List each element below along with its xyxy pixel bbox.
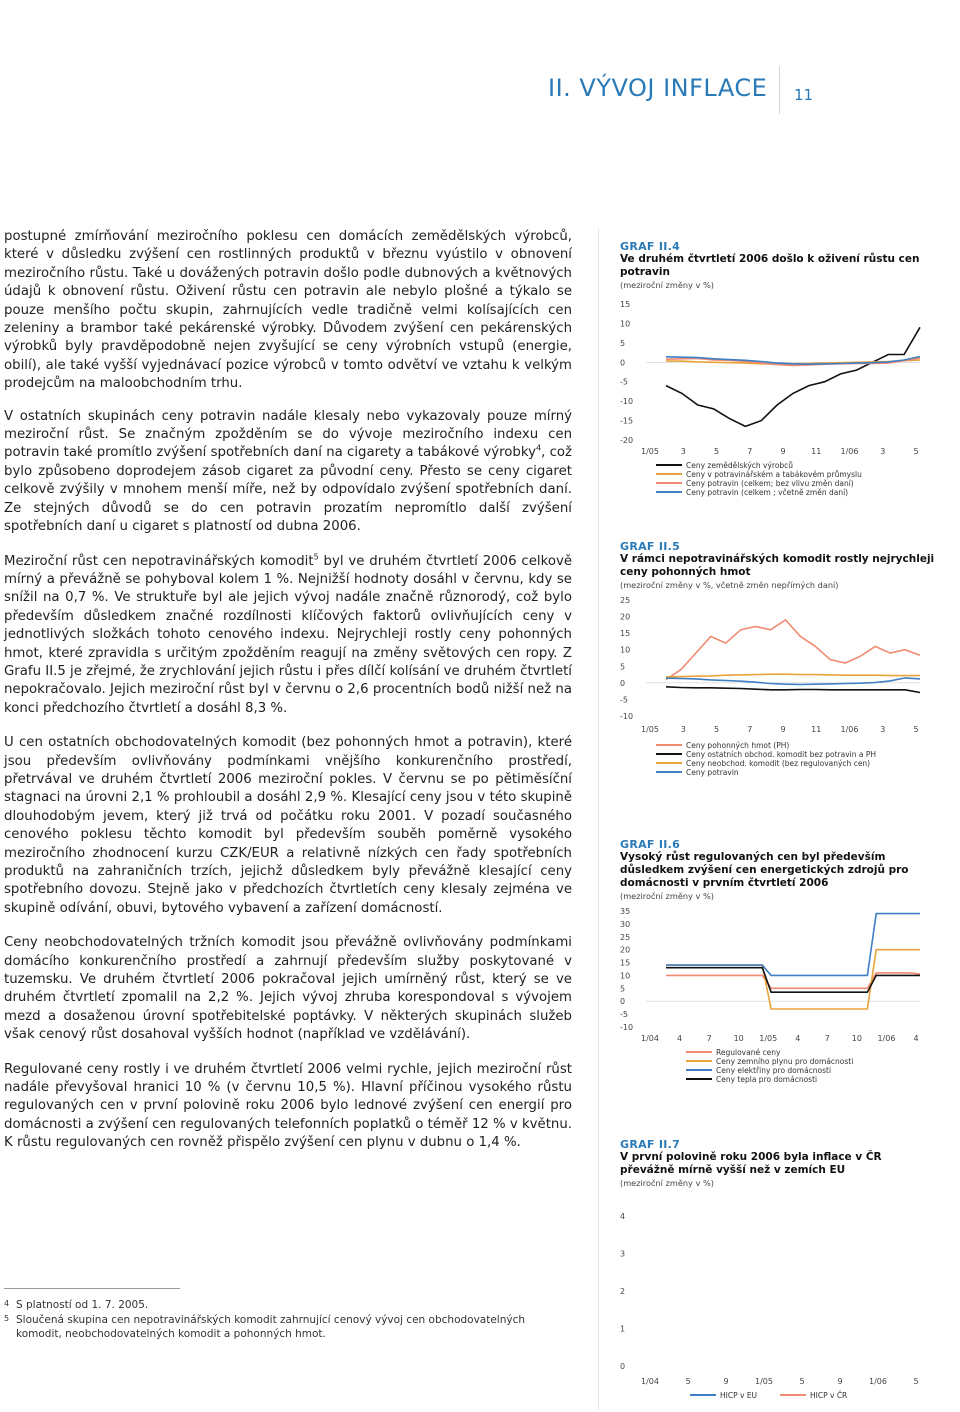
y-tick-label: 25 <box>620 932 631 942</box>
x-tick-label: 9 <box>780 447 786 456</box>
x-tick-label: 5 <box>685 1377 691 1386</box>
graph-title: Ve druhém čtvrtletí 2006 došlo k oživení růstu cen potravin <box>620 253 920 278</box>
legend-label: Ceny tepla pro domácnosti <box>716 1075 818 1084</box>
graph-subtitle: (meziroční změny v %, včetně změn nepřímých daní) <box>620 580 839 590</box>
series-line <box>666 678 920 685</box>
chart-hicp <box>620 1188 938 1408</box>
x-tick-label: 7 <box>824 1034 830 1043</box>
graph-title: V první polovině roku 2006 byla inflace v ČR převážně mírně vyšší než v zemích EU <box>620 1151 882 1176</box>
x-tick-label: 5 <box>913 725 919 734</box>
paragraph: postupné zmírňování meziročního poklesu cen domácích zemědělských výrobců, které v důsledku zvýšení cen rostlinných produktů v březnu vyústilo v obnovení meziročního růstu. Také u dovážených potravin došlo podle dubnových a květnových údajů k obnovení růstu. Oživení růstu cen potravin ale nebylo plošné a týkalo se pouze menšího počtu skupin, zahrnujících vedle tradičně velmi kolísajících cen zeleniny a brambor také pekárenské výrobky. Důvodem zvýšení cen pekárenských výrobků byly pravděpodobně nejen zvyšující se ceny výrobních vstupů (energie, obilí), ale také vyšší vyjednávací pozice výrobců v tomto odvětví ve vztahu k velkým prodejcům na maloobchodním trhu. <box>4 229 572 392</box>
x-tick-label: 3 <box>680 725 686 734</box>
graph-label: GRAF II.7 <box>620 1138 681 1151</box>
x-tick-label: 1/05 <box>759 1034 778 1043</box>
graph-ii-5 <box>620 540 938 814</box>
x-tick-label: 5 <box>713 447 720 456</box>
series-line <box>666 620 920 680</box>
legend-label: HICP v EU <box>720 1391 758 1400</box>
paragraph: U cen ostatních obchodovatelných komodit (bez pohonných hmot a potravin), které jsou především ovlivňovány podmínkami vnějšího konkurenčního prostředí, přetrvával ve druhém čtvrtletí 2006 meziroční pokles. V červnu se po pětiměsíční stagnaci na úrovni 2,1 % prohloubil a dosáhl 2,9 %. Klesající ceny jsou v této skupině dlouhodobým jevem, který již trvá od počátku roku 2001. V pozadí současného cenového poklesu těchto komodit byl především souběh poměrně vysokého meziročního zhodnocení kurzu CZK/EUR a relativně nízkých cen řady spotřebních produktů na zahraničních trzích, jejichž důsledkem byly převážně klesající ceny spotřebního dovozu. Stejně jako v předchozích čtvrtletích ceny klesaly zejména ve skupině odívání, obuvi, bytového vybavení a zařízení domácností. <box>4 735 572 916</box>
y-tick-label: 3 <box>620 1249 626 1259</box>
paragraph: Meziroční růst cen nepotravinářských komodit$^5$ byl ve druhém čtvrtletí 2006 celkově mírný a převážně se pohyboval kolem 1 %. Nejnižší hodnoty dosáhl v červnu, kdy se snížil na 0,7 %. Ve struktuře byl ale jejich vývoj nadále značně různorodý, což bylo především důsledkem značné rozdílnosti klíčových faktorů ovlivňujících ceny v jednotlivých složkách tohoto cenového indexu. Nejrychleji rostly ceny pohonných hmot, které zpravidla s určitým zpožděním reagují na změny světových cen ropy. Z Grafu II.5 je zřejmé, že zrychlování jejich růstu i přes dílčí kolísání ve druhém čtvrtletí nepokračovalo. Jejich meziroční růst byl v červnu o 2,6 procentních bodů nižší než na konci předchozího čtvrtletí a dosáhl 8,3 %. <box>4 552 573 716</box>
legend-label: Ceny v potravinářském a tabákovém průmyslu <box>686 470 862 479</box>
y-tick-label: 15 <box>620 958 631 968</box>
paragraph: Ceny neobchodovatelných tržních komodit jsou převážně ovlivňovány podmínkami domácího konkurenčního prostředí a zahrnují především služby poskytované v tuzemsku. Ve druhém čtvrtletí 2006 pokračoval jejich umírněný růst, který se ve druhém čtvrtletí zpomalil na 2,2 %. Jejich vývoj zhruba korespondoval s vývojem mezd a dosaženou úrovní spotřebitelské poptávky. V některých skupinách služeb však cenový růst dosahoval vyšších hodnot (například ve vzdělávání). <box>4 935 572 1043</box>
footnotes <box>4 1298 572 1342</box>
legend-label: Ceny elektřiny pro domácnosti <box>716 1066 832 1075</box>
x-tick-label: 9 <box>837 1377 843 1386</box>
x-tick-label: 1/05 <box>641 725 659 734</box>
y-tick-label: 15 <box>620 629 631 639</box>
x-tick-label: 11 <box>811 447 822 456</box>
graph-title: V rámci nepotravinářských komodit rostly nejrychleji ceny pohonných hmot <box>620 553 935 578</box>
x-tick-label: 1/06 <box>840 725 859 734</box>
y-tick-label: 25 <box>620 596 631 605</box>
series-line <box>666 327 920 426</box>
legend-label: Ceny potravin (celkem ; včetně změn daní) <box>686 488 849 497</box>
series-line <box>666 687 920 693</box>
x-tick-label: 10 <box>851 1034 862 1043</box>
graph-label: GRAF II.6 <box>620 838 681 851</box>
y-tick-label: -15 <box>620 416 634 426</box>
y-tick-label: 5 <box>620 338 626 348</box>
y-tick-label: 20 <box>620 612 631 622</box>
graph-subtitle: (meziroční změny v %) <box>620 891 714 901</box>
x-tick-label: 4 <box>913 1034 919 1043</box>
y-tick-label: 0 <box>620 358 626 368</box>
graph-ii-7 <box>620 1138 938 1412</box>
y-tick-label: 0 <box>620 678 626 688</box>
header-divider <box>779 66 780 114</box>
y-tick-label: 0 <box>620 1362 626 1371</box>
chapter-title: II. VÝVOJ INFLACE <box>548 74 768 102</box>
x-tick-label: 1/06 <box>877 1034 896 1043</box>
paragraph: V ostatních skupinách ceny potravin nadále klesaly nebo vykazovaly pouze mírný meziroční růst. Se značným zpožděním se do vývoje meziročního indexu cen potravin také promítlo zvýšení spotřebních daní na cigarety a tabákové výrobky$^4$, což bylo způsobeno doprodejem zásob cigaret za původní ceny. Přesto se ceny cigaret celkově zvýšily v mnohem menší míře, než by odpovídalo zvýšení spotřebních daní. Ze stejných důvodů se do cen potravin prozatím nepromítlo další zvýšení spotřebních daní u cigaret s platností od dubna 2006. <box>4 408 572 535</box>
legend-label: Ceny neobchod. komodit (bez regulovaných cen) <box>686 759 871 768</box>
x-tick-label: 11 <box>811 725 822 734</box>
y-tick-label: -10 <box>620 397 634 407</box>
paragraph: Regulované ceny rostly i ve druhém čtvrtletí 2006 velmi rychle, jejich meziroční růst nadále převyšoval hranici 10 % (v červnu 10,5 %). Hlavní příčinou vysokého růstu regulovaných cen v první polovině roku 2006 bylo lednové zvýšení cen energií pro domácnosti a zvýšení cen regulovaných telefonních poplatků o téměř 12 % v květnu. K růstu regulovaných cen rovněž přispělo zvýšení cen plynu v dubnu o 1,4 %. <box>4 1061 572 1151</box>
x-tick-label: 7 <box>706 1034 712 1043</box>
x-tick-label: 5 <box>913 1377 919 1386</box>
y-tick-label: -5 <box>620 695 628 705</box>
y-tick-label: -10 <box>620 1023 634 1032</box>
x-tick-label: 3 <box>680 447 686 456</box>
legend-label: Ceny zemního plynu pro domácnosti <box>716 1057 854 1066</box>
y-tick-label: 10 <box>620 971 631 981</box>
page-number: 11 <box>794 86 814 104</box>
x-tick-label: 5 <box>913 447 919 456</box>
legend-label: Ceny pohonných hmot (PH) <box>686 741 790 750</box>
x-tick-label: 3 <box>880 447 886 456</box>
y-tick-label: 10 <box>620 645 631 655</box>
y-tick-label: 30 <box>620 919 631 929</box>
x-tick-label: 9 <box>723 1377 729 1386</box>
x-tick-label: 4 <box>677 1034 683 1043</box>
y-tick-label: 0 <box>620 997 626 1007</box>
chart-regulated <box>620 901 938 1111</box>
y-tick-label: 5 <box>620 984 626 994</box>
y-tick-label: -5 <box>620 1010 628 1020</box>
chart-nonfood <box>620 590 938 810</box>
x-tick-label: 7 <box>747 447 753 456</box>
legend-label: Ceny ostatních obchod. komodit bez potravin a PH <box>686 750 877 759</box>
y-tick-label: 20 <box>620 945 631 955</box>
chart-food-prices <box>620 290 938 520</box>
graph-ii-4 <box>620 240 938 524</box>
series-line <box>666 950 920 1009</box>
graph-subtitle: (meziroční změny v %) <box>620 280 714 290</box>
footnote: 4 S platností od 1. 7. 2005. <box>4 1299 149 1311</box>
legend-label: HICP v ČR <box>810 1391 848 1400</box>
footnote: 5 Sloučená skupina cen nepotravinářských komodit zahrnující cenový vývoj cen obchodovatelných komodit, neobchodovatelných komodit a pohonných hmot. <box>4 1314 526 1340</box>
footnote-divider <box>4 1288 180 1289</box>
y-tick-label: 2 <box>620 1287 626 1296</box>
y-tick-label: 4 <box>620 1212 626 1221</box>
x-tick-label: 5 <box>713 725 720 734</box>
x-tick-label: 1/05 <box>755 1377 773 1386</box>
x-tick-label: 1/04 <box>641 1034 659 1043</box>
footnote-ref[interactable]: 4 <box>535 444 542 454</box>
y-tick-label: 1 <box>620 1324 626 1334</box>
y-tick-label: -20 <box>620 436 634 445</box>
x-tick-label: 1/06 <box>869 1377 887 1386</box>
y-tick-label: -5 <box>620 377 628 387</box>
graph-label: GRAF II.4 <box>620 240 681 253</box>
y-tick-label: 10 <box>620 319 631 329</box>
legend-label: Ceny potravin (celkem; bez vlivu změn daní) <box>686 479 854 488</box>
legend-label: Ceny zemědělských výrobců <box>686 461 794 470</box>
footnote-ref[interactable]: 5 <box>313 552 319 562</box>
series-line <box>666 914 920 976</box>
x-tick-label: 1/06 <box>840 447 859 456</box>
legend-label: Regulované ceny <box>716 1048 781 1057</box>
x-tick-label: 1/04 <box>641 1377 659 1386</box>
x-tick-label: 7 <box>747 725 753 734</box>
x-tick-label: 4 <box>795 1034 801 1043</box>
legend-label: Ceny potravin <box>686 768 739 777</box>
y-tick-label: 5 <box>620 662 626 672</box>
x-tick-label: 3 <box>880 725 886 734</box>
x-tick-label: 1/05 <box>641 447 659 456</box>
x-tick-label: 10 <box>733 1034 744 1043</box>
series-line <box>666 674 920 677</box>
graph-subtitle: (meziroční změny v %) <box>620 1178 714 1188</box>
graph-ii-6 <box>620 838 938 1115</box>
y-tick-label: -10 <box>620 712 634 721</box>
graph-title: Vysoký růst regulovaných cen byl především důsledkem zvýšení cen energetických zdrojů pro domácnosti v prvním čtvrtletí 2006 <box>620 851 909 889</box>
main-text-column <box>4 228 572 1169</box>
y-tick-label: 15 <box>620 300 631 309</box>
x-tick-label: 5 <box>799 1377 805 1386</box>
y-tick-label: 35 <box>620 907 631 916</box>
graph-label: GRAF II.5 <box>620 540 681 553</box>
sidebar-divider <box>598 228 599 1410</box>
x-tick-label: 9 <box>780 725 786 734</box>
